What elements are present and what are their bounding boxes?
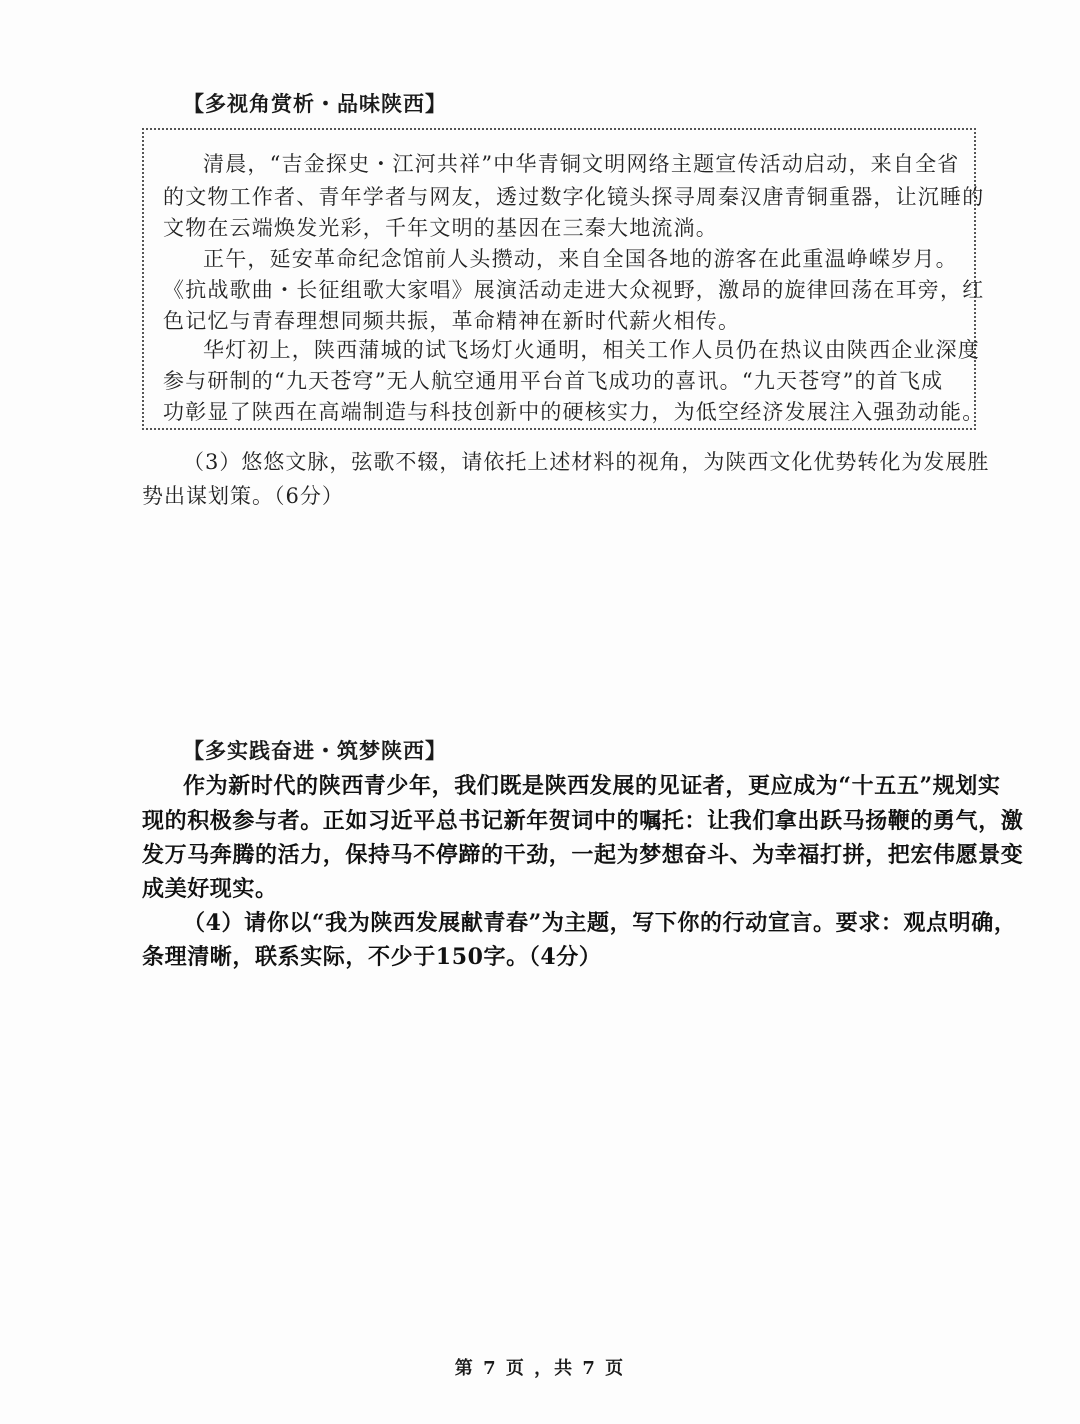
material-line: 文物在云端焕发光彩，千年文明的基因在三秦大地流淌。	[163, 216, 718, 240]
section-heading-perspective: 【多视角赏析・品味陕西】	[183, 91, 447, 116]
body-line: 现的积极参与者。正如习近平总书记新年贺词中的嘱托：让我们拿出跃马扬鞭的勇气，激	[142, 808, 1024, 834]
material-line: 参与研制的“九天苍穹”无人航空通用平台首飞成功的喜讯。“九天苍穹”的首飞成	[163, 369, 944, 393]
body-line: 发万马奔腾的活力，保持马不停蹄的干劲，一起为梦想奋斗、为幸福打拼，把宏伟愿景变	[142, 842, 1024, 868]
material-line: 华灯初上，陕西蒲城的试飞场灯火通明，相关工作人员仍在热议由陕西企业深度	[203, 338, 980, 362]
answer-space-question-3[interactable]	[142, 520, 976, 720]
material-line: 的文物工作者、青年学者与网友，透过数字化镜头探寻周秦汉唐青铜重器，让沉睡的	[163, 185, 985, 209]
section-heading-practice: 【多实践奋进・筑梦陕西】	[183, 738, 447, 763]
page-number-footer: 第 7 页 ，共 7 页	[454, 1358, 626, 1379]
body-line: 作为新时代的陕西青少年，我们既是陕西发展的见证者，更应成为“十五五”规划实	[183, 773, 1001, 799]
material-line: 色记忆与青春理想同频共振，革命精神在新时代薪火相传。	[163, 309, 741, 333]
answer-space-question-4[interactable]	[142, 985, 976, 1335]
material-line: 正午，延安革命纪念馆前人头攒动，来自全国各地的游客在此重温峥嵘岁月。	[203, 247, 958, 271]
material-line: 清晨，“吉金探史・江河共祥”中华青铜文明网络主题宣传活动启动，来自全省	[203, 152, 960, 176]
body-line: 成美好现实。	[142, 876, 278, 902]
material-line: 功彰显了陕西在高端制造与科技创新中的硬核实力，为低空经济发展注入强劲动能。	[163, 400, 985, 424]
question-3-line: 势出谋划策。（6分）	[142, 484, 344, 508]
question-4-line: （4）请你以“我为陕西发展献青春”为主题，写下你的行动宣言。要求：观点明确，	[183, 910, 1017, 936]
material-line: 《抗战歌曲・长征组歌大家唱》展演活动走进大众视野，激昂的旋律回荡在耳旁，红	[163, 278, 985, 302]
question-4-line: 条理清晰，联系实际，不少于150字。（4分）	[142, 944, 602, 970]
question-3-line: （3）悠悠文脉，弦歌不辍，请依托上述材料的视角，为陕西文化优势转化为发展胜	[183, 450, 990, 474]
